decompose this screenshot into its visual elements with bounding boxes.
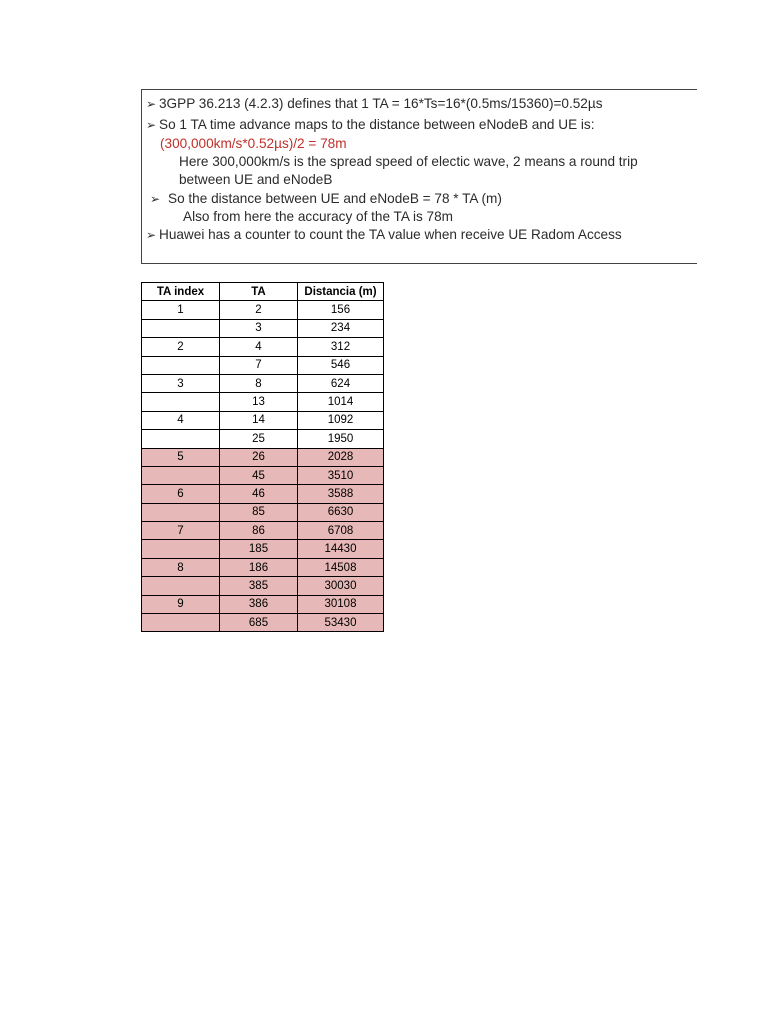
cell-distance: 234 (298, 319, 384, 337)
cell-ta-index (142, 430, 220, 448)
table-row (142, 430, 384, 448)
table-row (142, 338, 384, 356)
cell-distance: 30108 (298, 595, 384, 613)
cell-ta-index: 1 (142, 301, 220, 319)
cell-distance: 1092 (298, 411, 384, 429)
slide-line: between UE and eNodeB (179, 172, 333, 187)
arrow-bullet-icon: ➢ (150, 192, 161, 206)
slide-line: Here 300,000km/s is the spread speed of electic wave, 2 means a round trip (179, 154, 638, 169)
cell-ta: 8 (220, 374, 298, 392)
slide-line: ➢ Huawei has a counter to count the TA value when receive UE Radom Access (146, 227, 622, 242)
cell-ta: 2 (220, 301, 298, 319)
table-row (142, 577, 384, 595)
table-row (142, 301, 384, 319)
cell-ta-index (142, 503, 220, 521)
header-ta-index: TA index (142, 283, 220, 301)
cell-ta-index (142, 614, 220, 632)
cell-distance: 156 (298, 301, 384, 319)
cell-distance: 53430 (298, 614, 384, 632)
header-distance: Distancia (m) (298, 283, 384, 301)
cell-ta-index: 8 (142, 558, 220, 576)
slide-line-formula: (300,000km/s*0.52µs)/2 = 78m (160, 136, 347, 151)
cell-distance: 14430 (298, 540, 384, 558)
cell-ta: 26 (220, 448, 298, 466)
table-row (142, 540, 384, 558)
arrow-bullet-icon: ➢ (146, 228, 157, 242)
cell-ta-index: 6 (142, 485, 220, 503)
cell-ta-index: 4 (142, 411, 220, 429)
slide-image (141, 89, 697, 264)
cell-ta: 13 (220, 393, 298, 411)
cell-ta: 85 (220, 503, 298, 521)
cell-distance: 312 (298, 338, 384, 356)
cell-ta-index (142, 356, 220, 374)
cell-distance: 546 (298, 356, 384, 374)
cell-distance: 2028 (298, 448, 384, 466)
cell-ta-index (142, 540, 220, 558)
table-row (142, 595, 384, 613)
table-row (142, 411, 384, 429)
table-row (142, 558, 384, 576)
cell-ta-index: 2 (142, 338, 220, 356)
table-row (142, 614, 384, 632)
table-body (142, 301, 384, 632)
cell-ta: 46 (220, 485, 298, 503)
header-ta: TA (220, 283, 298, 301)
cell-ta: 385 (220, 577, 298, 595)
table-row (142, 485, 384, 503)
cell-distance: 30030 (298, 577, 384, 595)
slide-line: Also from here the accuracy of the TA is 78m (183, 209, 453, 224)
table-row (142, 356, 384, 374)
cell-ta-index (142, 319, 220, 337)
cell-ta-index: 7 (142, 522, 220, 540)
cell-ta: 3 (220, 319, 298, 337)
table-row (142, 522, 384, 540)
table-row (142, 448, 384, 466)
cell-ta: 186 (220, 558, 298, 576)
cell-ta: 25 (220, 430, 298, 448)
cell-ta: 685 (220, 614, 298, 632)
ta-distance-table (141, 282, 384, 632)
table-row (142, 503, 384, 521)
cell-ta-index: 5 (142, 448, 220, 466)
slide-line: ➢ So 1 TA time advance maps to the distance between eNodeB and UE is: (146, 117, 595, 132)
cell-ta-index (142, 577, 220, 595)
cell-ta: 86 (220, 522, 298, 540)
cell-distance: 6708 (298, 522, 384, 540)
cell-ta-index: 3 (142, 374, 220, 392)
slide-line: ➢ So the distance between UE and eNodeB = 78 * TA (m) (150, 191, 502, 206)
slide-line: ➢ 3GPP 36.213 (4.2.3) defines that 1 TA = 16*Ts=16*(0.5ms/15360)=0.52µs (146, 96, 603, 111)
table-row (142, 374, 384, 392)
arrow-bullet-icon: ➢ (146, 118, 157, 132)
cell-distance: 14508 (298, 558, 384, 576)
cell-ta: 14 (220, 411, 298, 429)
cell-ta: 45 (220, 466, 298, 484)
arrow-bullet-icon: ➢ (146, 97, 157, 111)
table-row (142, 393, 384, 411)
cell-ta: 4 (220, 338, 298, 356)
table-header-row (142, 283, 384, 301)
cell-ta: 386 (220, 595, 298, 613)
cell-distance: 3510 (298, 466, 384, 484)
cell-ta-index (142, 393, 220, 411)
table-row (142, 319, 384, 337)
table-row (142, 466, 384, 484)
cell-ta: 7 (220, 356, 298, 374)
cell-distance: 6630 (298, 503, 384, 521)
cell-distance: 1950 (298, 430, 384, 448)
cell-ta-index (142, 466, 220, 484)
cell-distance: 1014 (298, 393, 384, 411)
cell-ta-index: 9 (142, 595, 220, 613)
cell-distance: 624 (298, 374, 384, 392)
cell-distance: 3588 (298, 485, 384, 503)
cell-ta: 185 (220, 540, 298, 558)
